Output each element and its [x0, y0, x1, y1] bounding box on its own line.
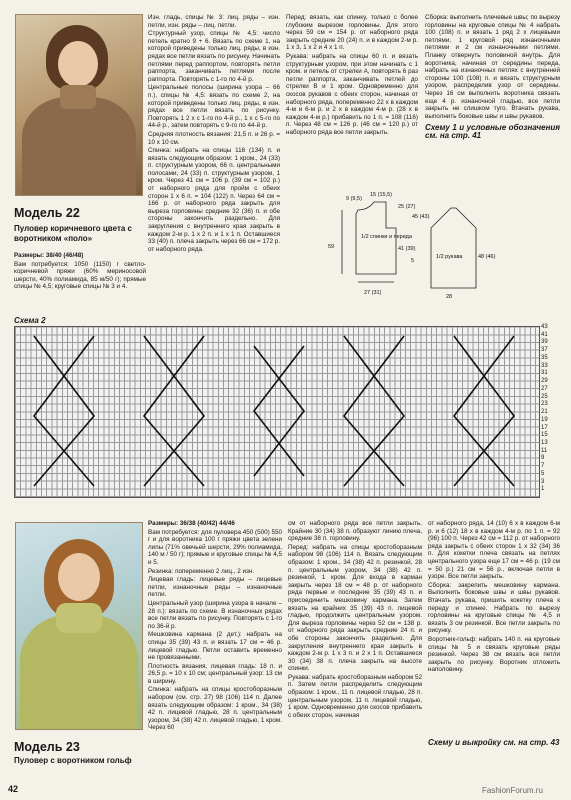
model22-text-block: Изн. гладь, спицы № 3: лиц. ряды – изн. петли, изн. ряды – лиц. петли. [148, 14, 280, 29]
model22-text-block: Перед: вязать, как спинку, только с более глубоким вырезом горловины. Для этого через 59 см = 154 р. от наборного ряда закрыть средние 20 (24) п. и в каждом 2-м р. 1 х 3, 1 х 2 и 4 х 1 п. [286, 14, 418, 52]
model23-title: Модель 23 [14, 740, 80, 754]
pattern-num: 48 (46) [478, 254, 496, 260]
model23-photo [15, 522, 143, 730]
pattern-num: 15 (15,5) [370, 192, 393, 198]
model23-text-block: Плотность вязания, лицевая гладь: 18 п. и 26,5 р. = 10 х 10 см; центральный узор: 13 см в ширину. [148, 662, 282, 685]
pattern-label-sleeve: 1/2 рукава [436, 254, 463, 260]
model22-column-2 [148, 14, 280, 254]
pattern-num: 5 [411, 258, 415, 264]
model22-text-block: Средняя плотность вязания: 21,5 п. и 26 р. = 10 х 10 см. [148, 130, 280, 146]
model23-text-block: Воротник-гольф: набрать 140 п. на круговые спицы № 5 и связать круговые ряды резинкой. Через 38 см вязать все петли закрыть по рисунку. Воротник отложить наполовину. [428, 635, 560, 674]
model23-text-block: Рукава: набрать кростоборазным набором 52 п. Затем петли распределить следующим образом: 1 кром., 11 п. лицевой гладью, 28 п. центральным узором, 11 п. лицевой гладью, 1 кром. Одновременно для скосов прибавить с обеих сторон, начиная [288, 673, 422, 719]
model22-materials: Вам потребуется: 1050 (1150) г светло-коричневой пряжи (60% мериносовой шерсти, 40% полиамида, 85 м/50 г); прямые спицы № 4,5; круговые спицы № 3 и 4. [14, 260, 146, 291]
model23-column-4 [428, 520, 560, 675]
model22-text-block: Структурный узор, спицы № 4,5: число петель кратно 9 + 6. Вязать по схеме 1, на которой приведены только лиц. ряды, в изн. рядах все петли вязать по рисунку. Начинать петлями перед раппортом, повторять петли раппорта, заканчивать петлями после раппорта. Повторять с 1-го по 4-й р. [148, 30, 280, 83]
model22-title: Модель 22 [14, 206, 80, 220]
model23-text-block: Резинка: попеременно 2 лиц., 2 изн. [148, 567, 255, 575]
model22-pattern-diagram [286, 188, 561, 308]
model23-text-block: Мешковина кармана (2 дет.): набрать на спицы 35 (39) 43 п. и вязать 17 см = 46 р. лицевой гладью. Петли оставить временно не провязанными. [148, 631, 282, 662]
model23-text-block: Размеры: 36/38 (40/42) 44/46 [148, 520, 235, 527]
model23-text-block: Лицевая гладь: лицевые ряды – лицевые петли, изнаночные ряды – изнаночные петли. [148, 576, 282, 599]
model23-text-block: Вам потребуется: для пуловера 450 (500) 550 г и для воротника 100 г пряжи цвета зелени липы (71% овечьей шерсти, 29% полиамида, 140 м / 50 г); прямые и круговые спицы № 4,5 и 5. [148, 528, 282, 566]
model23-scheme-ref: Схему и выкройку см. на стр. 43 [428, 738, 560, 747]
model22-photo [15, 14, 143, 196]
model22-subtitle: Пуловер коричневого цвета с воротником «поло» [14, 224, 132, 243]
pattern-num: 27 (31) [364, 290, 382, 296]
model22-text-block: Спинка: набрать на спицы 116 (134) п. и вязать следующим образом: 1 кром., 24 (33) п. структурным узором, 66 п. центральными полосами, 24 (33) п. структурным узором, 1 кром. Через 41 см = 106 р. (39 см = 102 р.) от наборного ряда для пройм с обеих сторон 1 х 6 п. = 104 (122) п. Через 64 см = 166 р. от наборного ряда закрыть для выреза горловины средние 32 (36) п. и обе стороны закончить раздельно. Для закругления с внутреннего края закрыть в каждом 2-м р. 1 х 2 п. и 1 х 1 п. Оставшиеся 33 (40) п. плеча закрыть через 66 см = 172 р. от наборного ряда. [148, 147, 280, 253]
model23-text-block: от наборного ряда, 14 (10) 6 х в каждом 6-м р. и 6 (12) 18 х в каждом 4-м р. по 1 п. = 92 (96) 100 п. Через 42 см = 112 р. от наборного ряда закрыть с обеих сторон 1 х 32 (34) 36 п. Для кокетки плеча связать на петлях центрального узора еще 17 см = 46 р. (19 см = 50 р.) 21 см = 56 р., включая петли в узоре. Все петли закрыть. [428, 520, 560, 581]
model23-subtitle: Пуловер с воротником гольф [14, 756, 132, 765]
model23-column-3 [288, 520, 422, 720]
pattern-num: 59 [328, 244, 335, 250]
model23-text-block: Спинка: набрать на спицы кростоборазным набором (см. стр. 27) 98 (106) 114 п. Далее вязать следующим образом: 1 кром., 34 (38) 42 п. лицевой гладью, 28 п. центральным узором, 34 (38) 42 п. лицевой гладью, 1 кром. Через 60 [148, 686, 282, 732]
model23-text-block: см от наборного ряда все петли закрыть. Крайние 30 (34) 38 п. образуют линию плеча, средние 38 п. горловину. [288, 520, 422, 543]
model23-text-block: Перед: набрать на спицы кростоборазным набором 98 (106) 114 п. Вязать следующим образом: 1 кром., 34 (38) 42 п. резинкой, 28 п. центральным узором, 34 (38) 42 п. резинкой, 1 кром. Для входа в карман закрыть через 18 см = 48 р. от наборного ряда первые и последние 35 (39) 43 п. и присоединить мешковину кармана. Затем вязать на крайних 35 (39) 43 п. лицевой гладью, продолжить центральным узором. Для выреза горловины через 52 см = 138 р. от наборного ряда закрыть средние 24 п. и обе стороны закончить раздельно. Для закругления внутреннего края закрыть в каждом 2-м р. 1 х 3 п. и 2 х 1 п. Оставшиеся 30 (34) 38 п. плеча закрыть на высоте спинки. [288, 543, 422, 673]
model22-sizes-materials [14, 252, 146, 292]
pattern-num: 28 [446, 294, 453, 300]
model23-text-block: Центральный узор (ширина узора в начале – 28 п.): вязать по схеме. В изнаночных рядах все петли вязать по рисунку. Повторять с 1-го по 36-й р. [148, 599, 282, 630]
watermark: FashionForum.ru [482, 786, 543, 795]
pattern-num: 45 (43) [412, 214, 430, 220]
pattern-num: 41 (39) [398, 246, 416, 252]
scheme2-row-numbers: 43 41 39 37 35 33 31 29 27 25 23 21 19 17 15 13 11 9 7 5 3 1 [541, 324, 548, 493]
model22-text-block: Рукава: набрать на спицы 60 п. и вязать структурным узором, при этом начинать с 1 кром. и петель от стрелки А, повторять 6 раз петли раппорта, заканчивать петлей до стрелки В и 1 кром. Одновременно для скосов рукавов с обеих сторон, начиная от наборного ряда, попеременно 22 х в каждом 4-м и 6-м р. и 2 х в каждом 4-м р. (28 х в каждом 4-м р.) прибавить по 1 п. = 108 (116) п. Через 48 см = 126 р. (46 см = 120 р.) от наборного ряда все петли закрыть. [286, 52, 418, 136]
pattern-label-body: 1/2 спинки и переда [361, 234, 412, 240]
model22-sizes: Размеры: 38/40 (46/48) [14, 252, 84, 259]
model23-text-block: Сборка: закрепить мешковину кармана. Выполнить боковые швы и швы рукавов. Втачать рукава, пришить кокетку плеча к переду и спинке. Набрать по вырезу горловины на круговые спицы № 4,5 и вязать 3 см резинкой. Все петли закрыть по рисунку. [428, 581, 560, 635]
model22-scheme-ref: Схему 1 и условные обозначения см. на стр. 41 [425, 123, 560, 140]
page-number: 42 [8, 784, 19, 794]
scheme2-cable-pattern [14, 326, 538, 496]
model22-text-block: Сборка: выполнить плечевые швы; по вырезу горловины на круговые спицы № 4 набрать 100 (108) п. и вязать 1 ряд 2 х лицевыми петлями, 1 круговой ряд изнаночными петлями и 2 см изнаночными петлями. Планку отвернуть половиной внутрь. Для воротника, начиная от середины переда, набрать на изнаночных петлях с внутренней стороны 100 (108) п. и вязать структурным узором, распределив узор от середины. Через 16 см выполнить воротника связать еще 4 р. изнаночной гладью, все петли закрыть не слишком туго. Втачать рукава, выполнить боковые швы и швы рукавов. [425, 14, 560, 120]
model22-column-3 [286, 14, 418, 138]
model22-text-block: Центральные полосы (ширина узора – 66 п.), спицы № 4,5: вязать по схеме 2, на которой приведены только лиц. ряды, в изн. рядах все петли вязать по рисунку. Повторять 1 2 х с 1-го по 4-й р., 1 х с 5-го по 44-й р., затем повторять с 9-го по 44-й р. [148, 84, 280, 130]
pattern-num: 9 (9,5) [346, 196, 362, 202]
pattern-num: 25 (27) [398, 204, 416, 210]
scheme2-label: Схема 2 [14, 316, 46, 325]
model23-column-2 [148, 520, 282, 733]
model22-column-4 [425, 14, 560, 141]
